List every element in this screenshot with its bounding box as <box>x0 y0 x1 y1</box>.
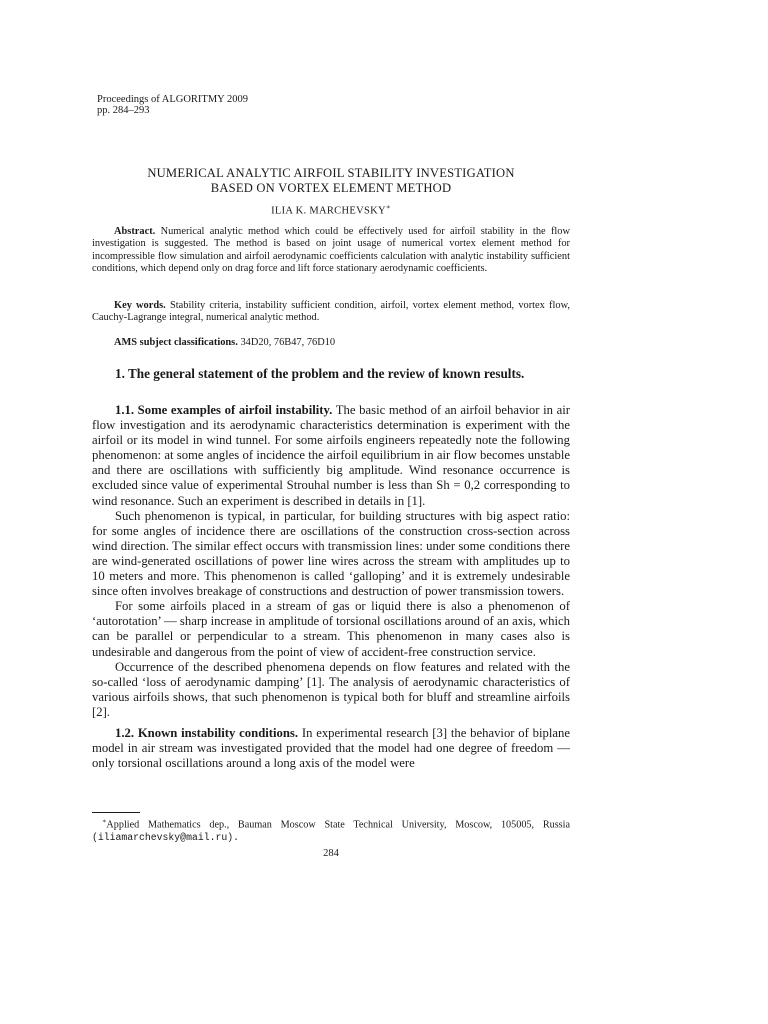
abstract-label: Abstract. <box>114 226 156 237</box>
section-1-heading: 1. The general statement of the problem and the review of known results. <box>115 366 525 381</box>
paragraph-text: The basic method of an airfoil behavior in air flow investigation and its aerodynamic characteristics determination is experiment with the airfoil or its model in wind tunnel. For some airfoils engineers repeatedly note the following phenomenon: at some angles of incidence the airfoil equilibrium in air flow becomes unstable and there are oscillations with sufficiently big amplitude. Wind resonance occurrence is excluded since value of experimental Strouhal number is less than Sh = 0,2 corresponding to wind resonance. Such an experiment is described in details in [1]. <box>92 403 570 508</box>
abstract <box>92 226 570 275</box>
subsection-1-2-heading: 1.2. Known instability conditions. <box>115 725 299 740</box>
page-number: 284 <box>323 848 339 859</box>
footnote-rule <box>92 812 140 813</box>
subsection-1-1-heading: 1.1. Some examples of airfoil instability. <box>115 403 333 417</box>
title-line-1: NUMERICAL ANALYTIC AIRFOIL STABILITY INVESTIGATION <box>147 166 515 180</box>
paragraph: For some airfoils placed in a stream of gas or liquid there is also a phenomenon of ‘autorotation’ — sharp increase in amplitude of torsional oscillations around of an axis, which can be parallel or perpendicular to a stream. This phenomenon in many cases also is undesirable and dangerous from the point of view of accident-free construction service. <box>92 599 570 659</box>
paragraph <box>92 726 570 771</box>
proceedings-header <box>97 94 248 116</box>
ams-label: AMS subject classifications. <box>114 337 238 348</box>
title-line-2: BASED ON VORTEX ELEMENT METHOD <box>210 181 452 195</box>
ams-text: 34D20, 76B47, 76D10 <box>240 337 336 348</box>
author-line <box>92 203 570 217</box>
footnote-affiliation: Applied Mathematics dep., Bauman Moscow State Technical University, Moscow, 105005, Russia <box>106 819 570 831</box>
keywords-text: Stability criteria, instability sufficient condition, airfoil, vortex element method, vortex flow, Cauchy-Lagrange integral, numerical analytic method. <box>92 300 570 324</box>
author-email: (iliamarchevsky@mail.ru). <box>92 831 239 843</box>
abstract-text: Numerical analytic method which could be effectively used for airfoil stability in the flow investigation is suggested. The method is based on joint usage of numerical vortex element method for incompressible flow simulation and airfoil aerodynamic coefficients calculation with analytic instability sufficient conditions, which depend only on drag force and lift force stationary aerodynamic coefficients. <box>92 226 570 274</box>
keywords <box>92 300 570 325</box>
paragraph-text: In experimental research [3] the behavior of biplane model in air stream was investigated provided that the model had one degree of freedom — only torsional oscillations around a long axis of the model were <box>92 725 570 771</box>
paper-title <box>92 166 570 196</box>
ams-classifications <box>92 337 570 349</box>
author-footnote-mark: ∗ <box>385 203 391 211</box>
author-name: ILIA K. MARCHEVSKY <box>271 205 386 217</box>
footnote-mark: ∗ <box>102 818 107 825</box>
paragraph: Occurrence of the described phenomena depends on flow features and related with the so-called ‘loss of aerodynamic damping’ [1]. The analysis of aerodynamic characteristics of various airfoils shows, that such phenomenon is typical both for bluff and streamline airfoils [2]. <box>92 659 570 719</box>
paragraph: Such phenomenon is typical, in particular, for building structures with big aspect ratio: for some angles of incidence there are oscillations of the construction cross-section across wind direction. The similar effect occurs with transmission lines: under some conditions there are wind-generated oscillations of power line wires across the stream with amplitudes up to 10 meters and more. This phenomenon is called ‘galloping’ and it is extremely undesirable since often involves breakage of constructions and destruction of power transmission towers. <box>92 508 570 599</box>
proceedings-pages: pp. 284–293 <box>97 105 150 116</box>
proceedings-name: Proceedings of ALGORITMY 2009 <box>97 94 248 105</box>
paragraph <box>92 403 570 509</box>
keywords-label: Key words. <box>114 300 166 311</box>
footnote <box>92 816 570 844</box>
body-text <box>92 403 570 771</box>
